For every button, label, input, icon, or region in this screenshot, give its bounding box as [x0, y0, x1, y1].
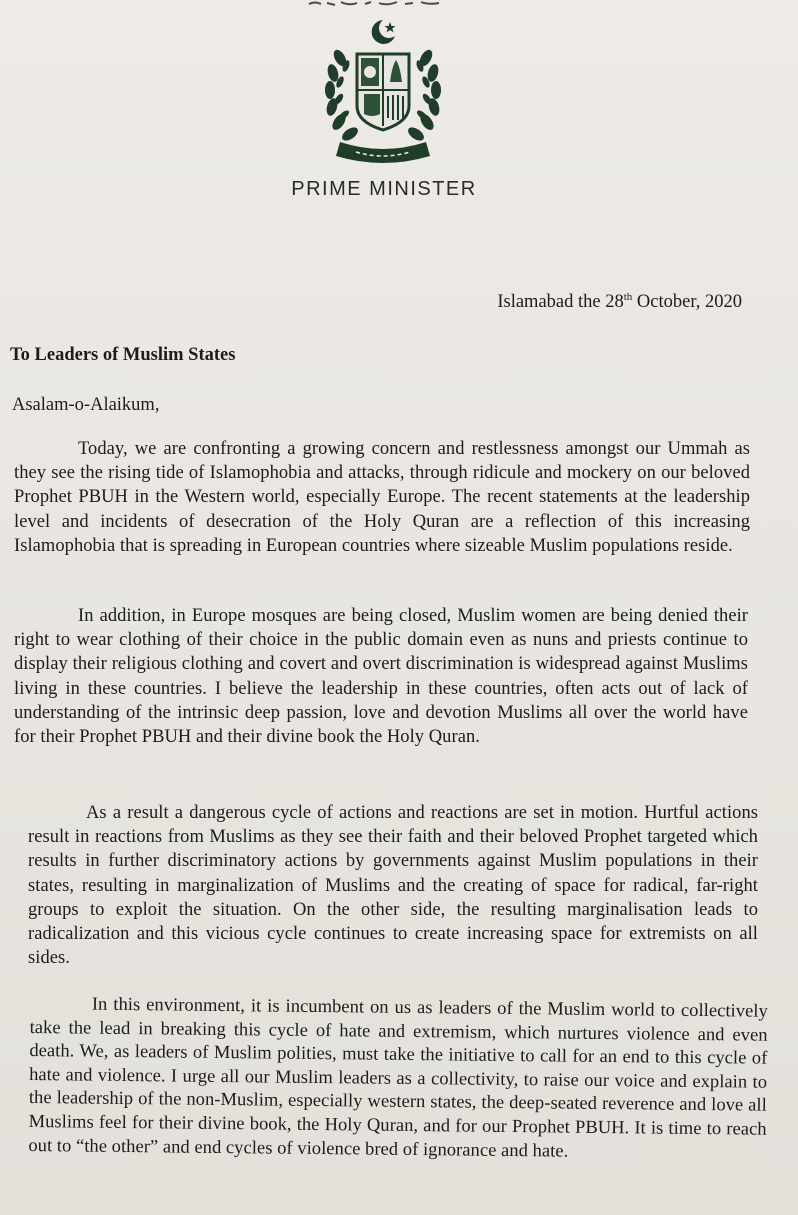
- paragraph-2: In addition, in Europe mosques are being closed, Muslim women are being denied their right to wear clothing of their choice in the public domain even as nuns and priests continue to display their religious clothing and covert and overt discrimination is widespread against Muslims living in these countries. I believe the leadership in these countries, often acts out of lack of understanding of the intrinsic deep passion, love and devotion Muslims all over the world have for their Prophet PBUH and their divine book the Holy Quran.: [14, 606, 748, 748]
- addressee: To Leaders of Muslim States: [10, 345, 236, 365]
- state-emblem-icon: [320, 18, 446, 168]
- letter-date: [497, 291, 742, 313]
- paragraph-3: As a result a dangerous cycle of actions and reactions are set in motion. Hurtful actions result in reactions from Muslims as they see their faith and their beloved Prophet targeted which results in further discriminatory actions by governments against Muslim populations in their states, resulting in marginalization of Muslims and the creating of space for radical, far-right groups to exploit the situation. On the other side, the resulting marginalisation leads to radicalization and this vicious cycle continues to create increasing space for extremists on all sides.: [28, 803, 758, 969]
- date-rest: October, 2020: [632, 292, 742, 313]
- paragraph-4: In this environment, it is incumbent on us as leaders of the Muslim world to collectively take the lead in breaking this cycle of hate and extremism, which nurtures violence and even death. We, as leaders of Muslim polities, must take the initiative to call for an end to this cycle of hate and violence. I urge all our Muslim leaders as a collectivity, to raise our voice and explain to the leadership of the non-Muslim, especially western states, the deep-seated reverence and love all Muslims feel for their divine book, the Holy Quran, and for our Prophet PBUH. It is time to reach out to “the other” and end cycles of violence bred of ignorance and hate.: [28, 994, 768, 1162]
- handwritten-mark: [305, 0, 445, 10]
- paragraph-1: Today, we are confronting a growing concern and restlessness amongst our Ummah as they see the rising tide of Islamophobia and attacks, through ridicule and mockery on our beloved Prophet PBUH in the Western world, especially Europe. The recent statements at the leadership level and incidents of desecration of the Holy Quran are a reflection of this increasing Islamophobia that is spreading in European countries where sizeable Muslim populations reside.: [14, 439, 750, 556]
- salutation: Asalam-o-Alaikum,: [12, 395, 160, 415]
- date-prefix: Islamabad the 28: [497, 292, 624, 313]
- date-ordinal-suffix: th: [623, 291, 633, 303]
- letterhead-title: PRIME MINISTER: [291, 178, 477, 200]
